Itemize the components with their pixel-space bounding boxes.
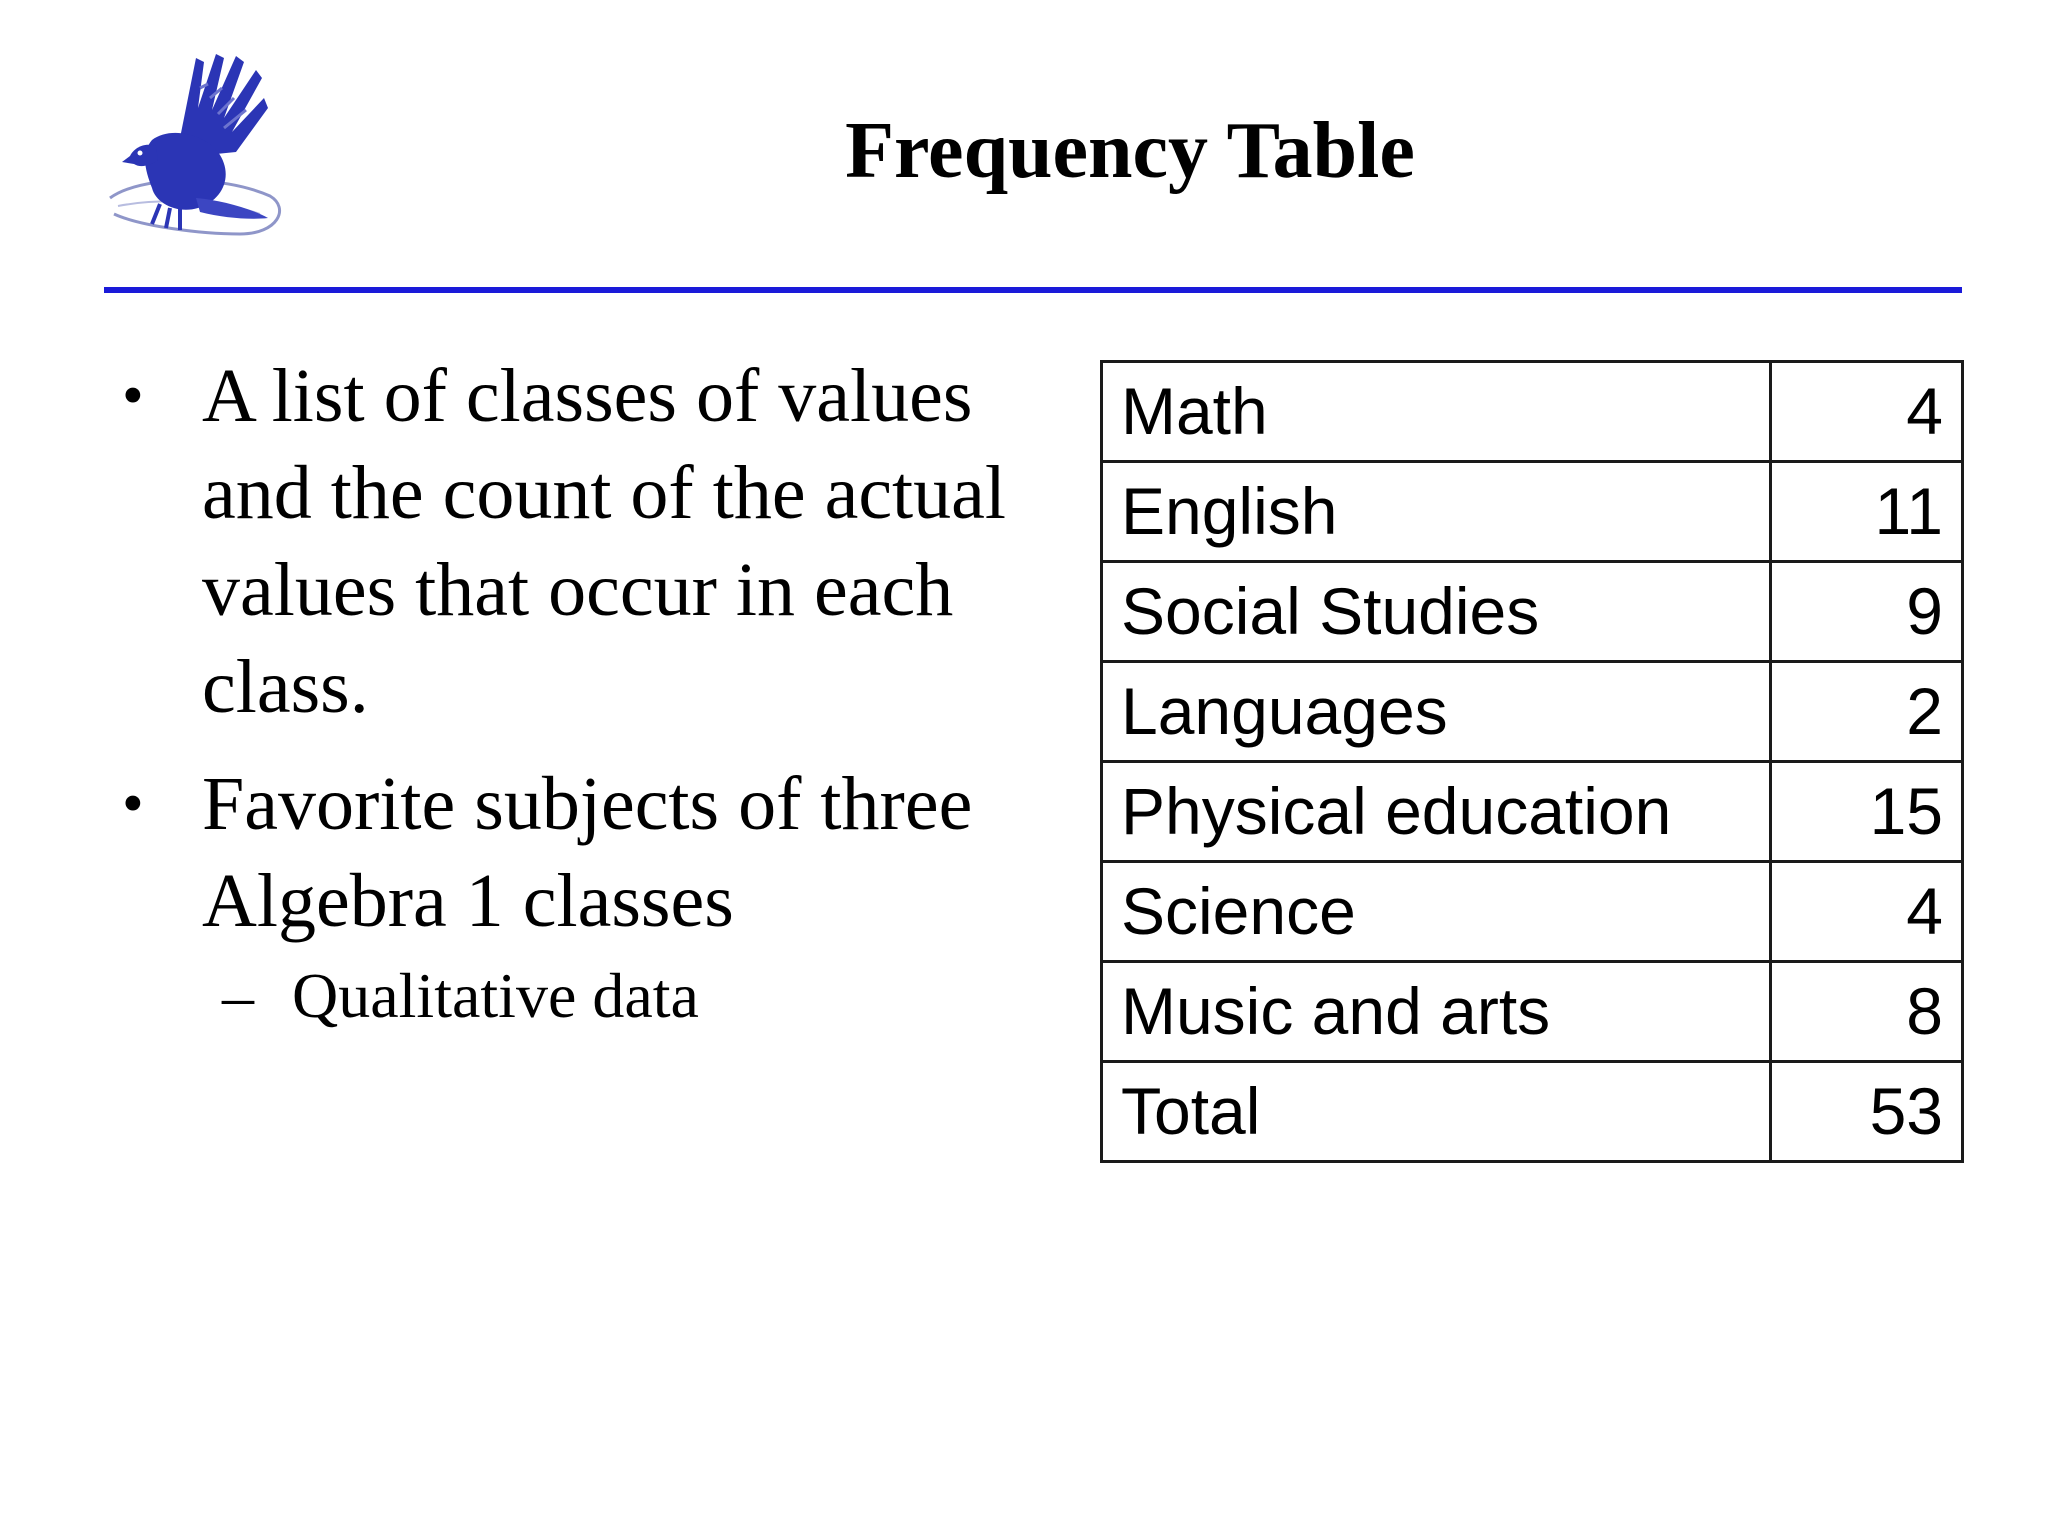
bullet-item <box>0 348 1082 736</box>
bullet-text: A list of classes of values and the count of the actual values that occur in each class. <box>202 354 1007 729</box>
slide-title: Frequency Table <box>845 107 1415 195</box>
frequency-table <box>1100 360 1964 1163</box>
bullet-marker: • <box>122 770 144 838</box>
title-divider <box>104 287 1962 293</box>
sub-bullet-marker: – <box>222 960 254 1031</box>
category-cell: Total <box>1102 1062 1771 1162</box>
bullet-marker: • <box>122 362 144 430</box>
count-cell: 8 <box>1771 962 1963 1062</box>
bullet-item <box>0 756 1082 950</box>
count-cell: 11 <box>1771 462 1963 562</box>
count-cell: 4 <box>1771 362 1963 462</box>
table-row <box>1102 562 1963 662</box>
table-row-total <box>1102 1062 1963 1162</box>
count-cell: 2 <box>1771 662 1963 762</box>
bullet-text: Favorite subjects of three Algebra 1 classes <box>202 762 973 943</box>
count-cell: 9 <box>1771 562 1963 662</box>
count-cell: 15 <box>1771 762 1963 862</box>
eagle-logo-icon <box>100 48 290 244</box>
category-cell: English <box>1102 462 1771 562</box>
category-cell: Physical education <box>1102 762 1771 862</box>
table-row <box>1102 362 1963 462</box>
count-cell: 53 <box>1771 1062 1963 1162</box>
category-cell: Music and arts <box>1102 962 1771 1062</box>
category-cell: Languages <box>1102 662 1771 762</box>
table-row <box>1102 962 1963 1062</box>
bullet-list <box>0 348 1080 1036</box>
table-row <box>1102 762 1963 862</box>
count-cell: 4 <box>1771 862 1963 962</box>
category-cell: Math <box>1102 362 1771 462</box>
table-row <box>1102 462 1963 562</box>
table-row <box>1102 862 1963 962</box>
table-row <box>1102 662 1963 762</box>
category-cell: Science <box>1102 862 1771 962</box>
sub-bullet-item <box>0 956 1080 1036</box>
category-cell: Social Studies <box>1102 562 1771 662</box>
sub-bullet-text: Qualitative data <box>292 960 699 1031</box>
